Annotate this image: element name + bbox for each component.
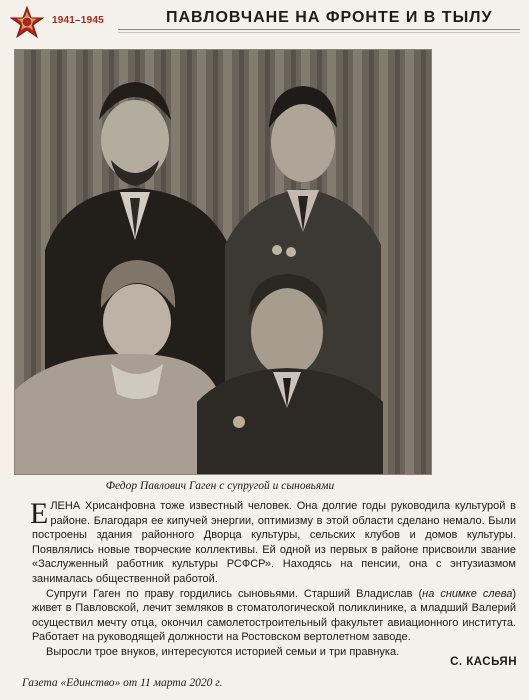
paragraph-2 bbox=[32, 587, 516, 645]
paragraph-1-text: ЛЕНА Хрисанфовна тоже известный человек. Она долгие годы руководила культурой в районе. Благодаря ее кипучей энергии, оптимизму в этой области сделано немало. Были построены здания районного Дворца культуры, сельских клубов и домов культуры. Появлялись новые творческие коллективы. Ей одной из первых в районе присвоили звание «Заслуженный работник культуры РСФСР». Находясь на пенсии, она с энтузиазмом занималась общественной работой. bbox=[32, 500, 516, 585]
article-body bbox=[32, 499, 516, 660]
order-star-icon bbox=[10, 6, 44, 40]
page-header bbox=[0, 0, 529, 40]
family-photo-image bbox=[15, 50, 431, 474]
source-citation: Газета «Единство» от 11 марта 2020 г. bbox=[22, 677, 223, 689]
family-photo bbox=[14, 49, 432, 475]
paragraph-2-text-b: ) живет в Павловской, лечит земляков в стоматологической поликлинике, а младший Валерий осуществил мечту отца, окончил самолетостроительный факультет авиационного института. Работает на руководящей должности на Ростовском вертолетном заводе. bbox=[32, 587, 516, 644]
photo-caption: Федор Павлович Гаген с супругой и сыновьями bbox=[105, 480, 335, 492]
paragraph-2-text-a: Супруги Гаген по праву гордились сыновьями. Старший Владислав ( bbox=[46, 587, 423, 600]
years-label: 1941–1945 bbox=[52, 15, 104, 26]
paragraph-1 bbox=[32, 499, 516, 587]
paragraph-2-emphasis: на снимке слева bbox=[422, 587, 513, 600]
paragraph-3: Выросли трое внуков, интересуются историей семьи и три правнука. bbox=[46, 645, 400, 658]
page-title: ПАВЛОВЧАНЕ НА ФРОНТЕ И В ТЫЛУ bbox=[166, 9, 493, 26]
header-rule bbox=[118, 29, 520, 30]
author-signature: С. КАСЬЯН bbox=[450, 656, 517, 668]
dropcap: Е bbox=[30, 497, 49, 530]
header-rule-secondary bbox=[118, 32, 520, 33]
